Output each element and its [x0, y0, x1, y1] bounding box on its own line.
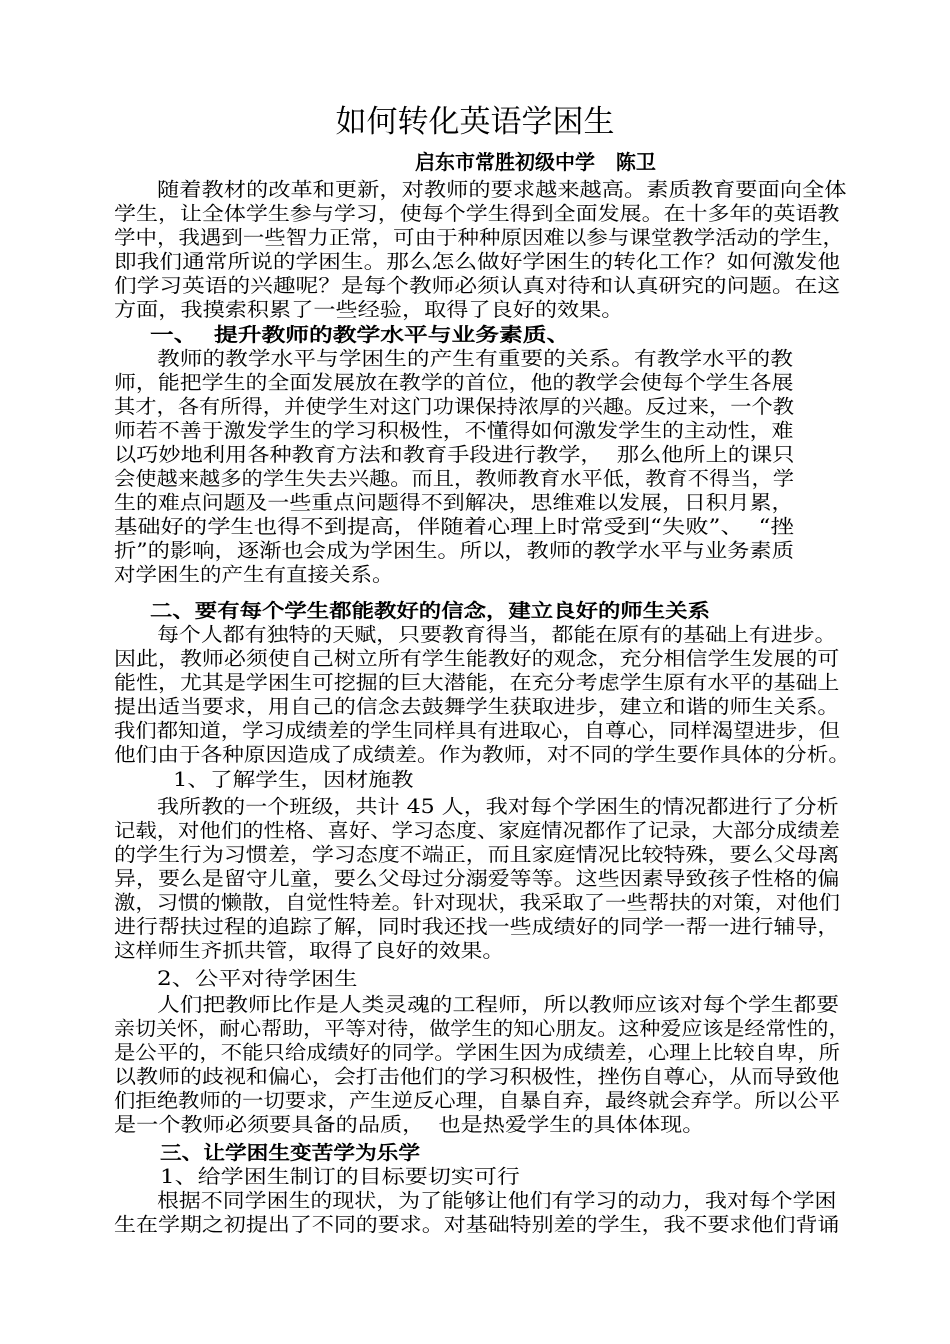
text-line: 因此，教师必须使自己树立所有学生能教好的观念，充分相信学生发展的可 [114, 647, 840, 670]
text-line: 教师的教学水平与学困生的产生有重要的关系。有教学水平的教 [157, 347, 793, 370]
text-line: 会使越来越多的学生失去兴趣。而且，教师教育水平低，教育不得当，学 [114, 467, 794, 490]
text-line: 进行帮扶过程的追踪了解，同时我还找一些成绩好的同学一帮一进行辅导， [114, 915, 840, 938]
text-line: 方面，我摸索积累了一些经验，取得了良好的效果。 [114, 298, 624, 321]
text-line: 学中，我遇到一些智力正常，可由于种种原因难以参与课堂教学活动的学生， [114, 226, 845, 249]
text-line: 人们把教师比作是人类灵魂的工程师，所以教师应该对每个学生都要 [157, 993, 840, 1016]
section-heading: 三、让学困生变苦学为乐学 [160, 1142, 421, 1164]
text-line: 2、公平对待学困生 [157, 967, 358, 990]
text-line: 我所教的一个班级，共计 45 人，我对每个学困生的情况都进行了分析 [157, 795, 839, 818]
document-title: 如何转化英语学困生 [335, 104, 615, 140]
text-line: 生的难点问题及一些重点问题得不到解决，思维难以发展，日积月累， [114, 491, 794, 514]
text-line: 师，能把学生的全面发展放在教学的首位，他的教学会使每个学生各展 [114, 371, 794, 394]
text-line: 我们都知道，学习成绩差的学生同样具有进取心，自尊心，同样渴望进步，但 [114, 719, 841, 742]
text-line: 每个人都有独特的天赋，只要教育得当，都能在原有的基础上有进步。 [157, 623, 837, 646]
text-line: 对学困生的产生有直接关系。 [114, 563, 394, 586]
text-line: 记载，对他们的性格、喜好、学习态度、家庭情况都作了记录，大部分成绩差 [114, 819, 841, 842]
text-line: 们学习英语的兴趣呢？是每个教师必须认真对待和认真研究的问题。在这 [114, 274, 841, 297]
text-line: 以教师的歧视和偏心，会打击他们的学习积极性，挫伤自尊心，从而导致他 [114, 1065, 840, 1088]
text-line: 他们由于各种原因造成了成绩差。作为教师，对不同的学生要作具体的分析。 [114, 743, 851, 766]
section-heading: 一、 提升教师的教学水平与业务素质、 [150, 324, 571, 346]
text-line: 1、了解学生，因材施教 [173, 768, 414, 791]
text-line: 能性，尤其是学困生可挖掘的巨大潜能，在充分考虑学生原有水平的基础上 [114, 671, 840, 694]
text-line: 师若不善于激发学生的学习积极性，不懂得如何激发学生的主动性，难 [114, 419, 794, 442]
section-heading: 二、要有每个学生都能教好的信念，建立良好的师生关系 [150, 600, 710, 622]
text-line: 提出适当要求，用自己的信念去鼓舞学生获取进步，建立和谐的师生关系。 [114, 695, 840, 718]
text-line: 根据不同学困生的现状，为了能够让他们有学习的动力，我对每个学困 [157, 1189, 837, 1212]
text-line: 生在学期之初提出了不同的要求。对基础特别差的学生，我不要求他们背诵 [114, 1213, 840, 1236]
text-line: 折”的影响，逐渐也会成为学困生。所以，教师的教学水平与业务素质 [114, 539, 795, 562]
text-line: 异，要么是留守儿童，要么父母过分溺爱等等。这些因素导致孩子性格的偏 [114, 867, 840, 890]
text-line: 这样师生齐抓共管，取得了良好的效果。 [114, 939, 505, 962]
text-line: 基础好的学生也得不到提高，伴随着心理上时常受到“失败”、 “挫 [114, 515, 794, 538]
text-line: 其才，各有所得，并使学生对这门功课保持浓厚的兴趣。反过来，一个教 [114, 395, 794, 418]
text-line: 是一个教师必须要具备的品质， 也是热爱学生的具体体现。 [114, 1113, 705, 1136]
text-line: 学生，让全体学生参与学习，使每个学生得到全面发展。在十多年的英语教 [114, 202, 840, 225]
author-line: 启东市常胜初级中学 陈卫 [415, 150, 656, 174]
text-line: 的学生行为习惯差，学习态度不端正，而且家庭情况比较特殊，要么父母离 [114, 843, 840, 866]
text-line: 以巧妙地利用各种教育方法和教育手段进行教学， 那么他所上的课只 [114, 443, 795, 466]
text-line: 们拒绝教师的一切要求，产生逆反心理，自暴自弃，最终就会弃学。所以公平 [114, 1089, 841, 1112]
text-line: 亲切关怀，耐心帮助，平等对待，做学生的知心朋友。这种爱应该是经常性的， [114, 1017, 850, 1040]
text-line: 1、给学困生制订的目标要切实可行 [160, 1165, 520, 1188]
text-line: 即我们通常所说的学困生。那么怎么做好学困生的转化工作？如何激发他 [114, 250, 841, 273]
text-line: 随着教材的改革和更新，对教师的要求越来越高。素质教育要面向全体 [157, 178, 847, 201]
text-line: 激，习惯的懒散，自觉性特差。针对现状，我采取了一些帮扶的对策，对他们 [114, 891, 841, 914]
text-line: 是公平的，不能只给成绩好的同学。学困生因为成绩差，心理上比较自卑，所 [114, 1041, 841, 1064]
